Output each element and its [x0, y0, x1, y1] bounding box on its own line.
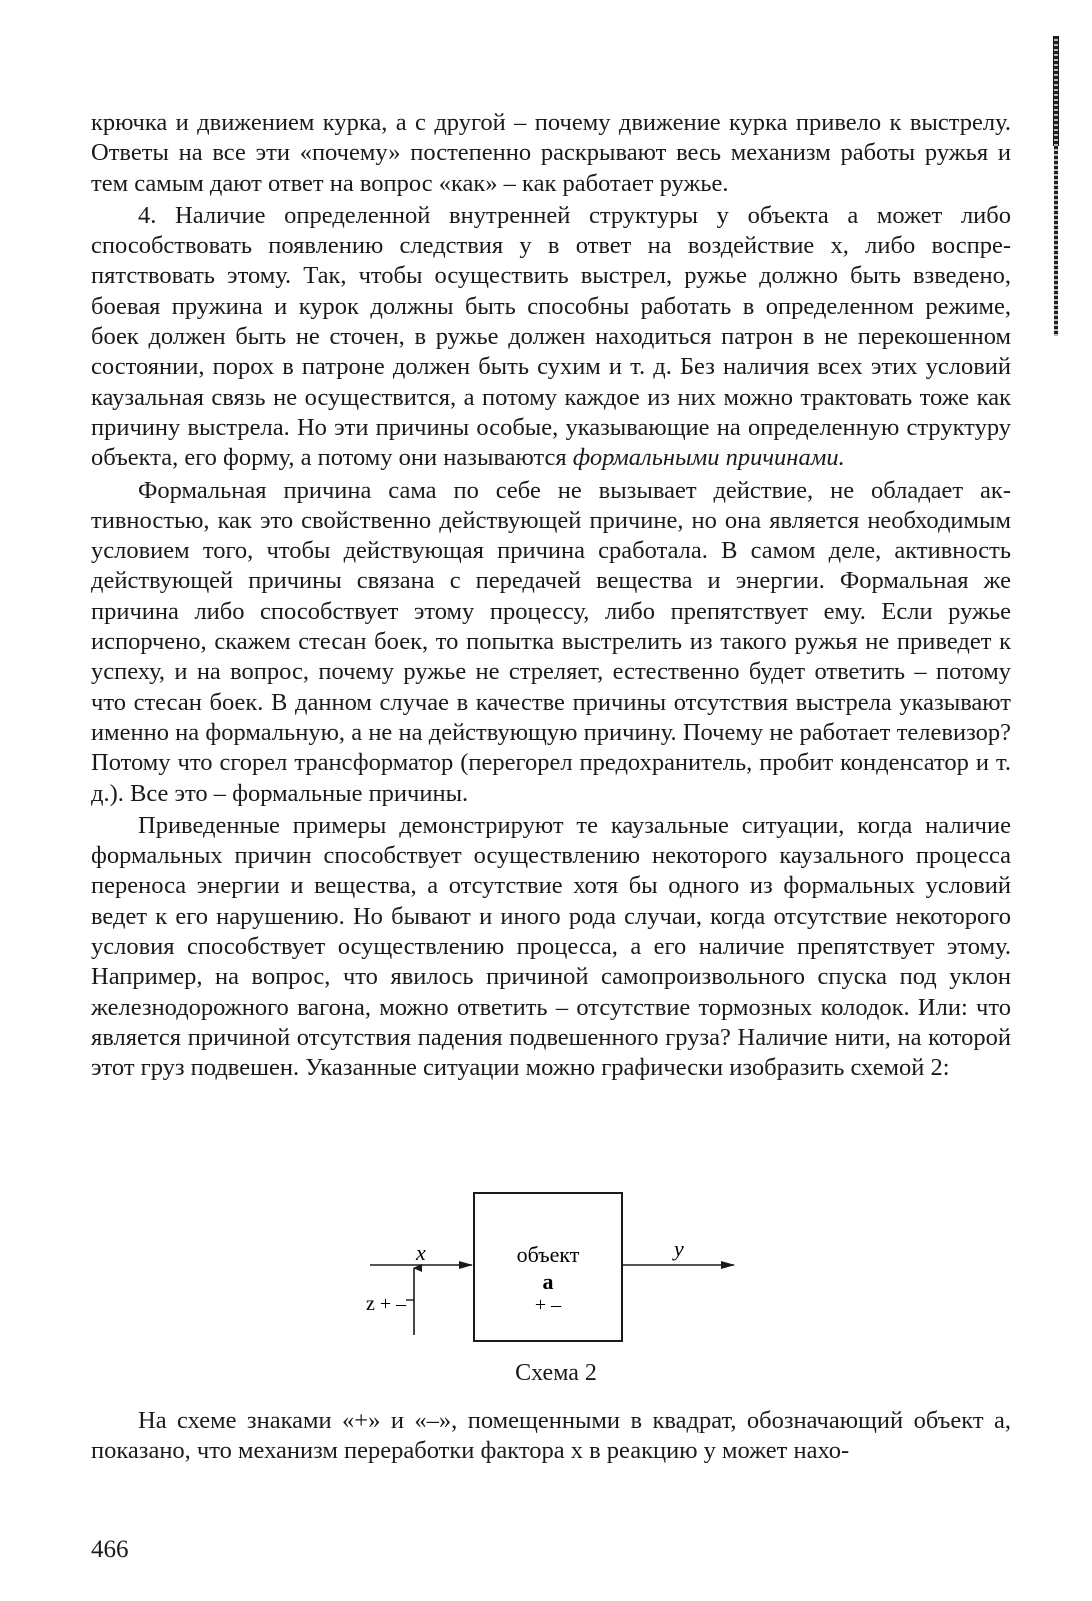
scheme-2-diagram: [350, 1190, 750, 1350]
box-signs: + –: [534, 1294, 562, 1316]
condition-label: z + –: [366, 1293, 407, 1315]
object-box: [474, 1193, 622, 1341]
paragraph-5: На схеме знаками «+» и «–», помещенными в квадрат, обозначающий объект а, показано, что механизм переработки фактора х в реакцию у может нахо-: [91, 1407, 1011, 1465]
paragraph-1: крючка и движением курка, а с другой – почему движение курка привело к выстрелу. Ответы на все эти «почему» постепенно раскрывают весь механизм работы ружья и тем самым дают ответ на вопрос «как» – как работает ружье.: [91, 109, 1011, 197]
box-object-label: а: [542, 1269, 554, 1294]
scan-edge-dashes: [1054, 36, 1058, 336]
scheme-caption: Схема 2: [515, 1360, 597, 1386]
paragraph-4: Приведенные примеры демонстрируют те каузальные ситуации, когда наличие формальных причин способствует осуществлению некоторого каузального процесса переноса энергии и вещества, а отсутствие хотя бы одного из формальных условий ведет к его нарушению. Но бывают и иного рода случаи, когда отсутствие некоторого условия способствует осуществлению процесса, а его наличие препятствует этому. Например, на вопрос, что явилось причиной самопроизвольного спуска под уклон железнодорожного вагона, можно ответить – отсутствие тормозных колодок. Или: что является причиной отсутствия падения подвешенного груза? Наличие нити, на которой этот груз подвешен. Указанные ситуации можно графически изобразить схемой 2:: [91, 811, 1011, 1082]
page-number: 466: [91, 1536, 129, 1563]
input-label: x: [416, 1240, 426, 1265]
paragraph-3: Формальная причина сама по себе не вызывает действие, не обладает активностью, как это свойственно действующей причине, но она является необходимым условием того, чтобы действующая причина сработала. В самом деле, активность действующей причины связана с передачей вещества и энергии. Формальная же причина либо способствует этому процессу, либо препятствует ему. Если ружье испорчено, скажем стесан боек, то попытка выстрелить из такого ружья не приведет к успеху, и на вопрос, почему ружье не стреляет, естественно будет ответить – потому что стесан боек. В данном случае в качестве причины отсутствия выстрела указывают именно на формальную, а не на действующую причину. Почему не работает телевизор? Потому что сгорел трансформатор (перегорел предохранитель, пробит конденсатор и т. д.). Все это – формальные причины.: [91, 476, 1011, 807]
main-text: [91, 108, 1011, 1084]
box-title: объект: [516, 1242, 580, 1267]
bottom-text: [91, 1406, 1011, 1467]
output-label: y: [674, 1236, 684, 1261]
paragraph-2-text: 4. Наличие определенной внутренней структуры у объекта а может либо способствовать появлению следствия у в ответ на воздействие х, либо воспрепятствовать этому. Так, чтобы осуществить выстрел, ружье должно быть взведено, боевая пружина и курок должны быть способны работать в определенном режиме, боек должен быть не сточен, в ружье должен находиться патрон в не перекошенном состоянии, порох в патроне должен быть сухим и т. д. Без наличия всех этих условий каузальная связь не осуществится, а потому каждое из них можно трактовать тоже как причину выстрела. Но эти причины особые, указывающие на определенную структуру объекта, его форму, а потому они называются: [91, 201, 1011, 472]
italic-term: формальными причинами.: [572, 444, 845, 472]
paragraph-2: [91, 201, 1011, 474]
